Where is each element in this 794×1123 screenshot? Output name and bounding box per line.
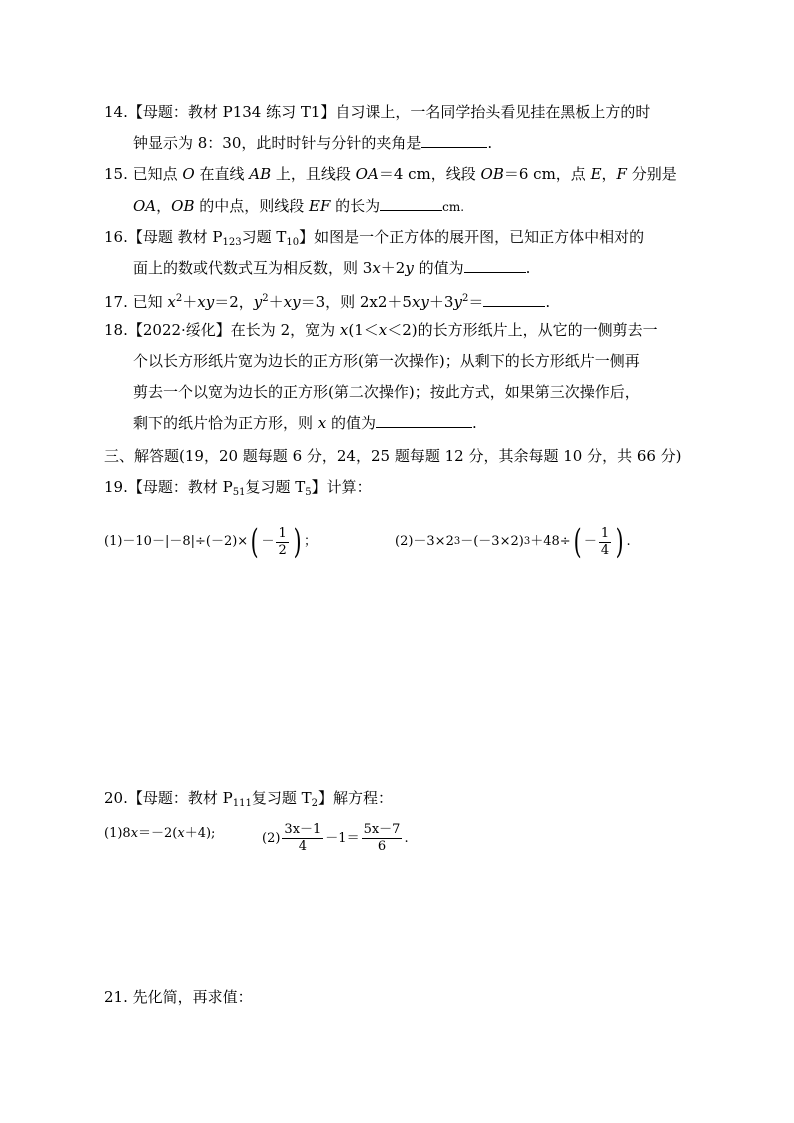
- section-heading: 三、解答题(19，20 题每题 6 分，24，25 题每题 12 分，其余每题 10 分，共 66 分): [104, 447, 682, 465]
- answer-blank: [421, 133, 487, 148]
- fraction: $\frac{1}{4}$: [600, 525, 610, 558]
- left-paren: (: [250, 522, 259, 562]
- q19-title: 19.【母题：教材 $P_{51}$复习题 $T_5$】计算：: [104, 478, 372, 498]
- answer-blank: [376, 413, 472, 428]
- q14-line2: 钟显示为 8：30，此时时针与分针的夹角是 .: [133, 134, 493, 152]
- q18-line4: 剩下的纸片恰为正方形，则 x 的值为 .: [133, 414, 477, 432]
- q15-line2: OA，OB 的中点，则线段 EF 的长为 cm.: [133, 197, 465, 215]
- q20-part2: (2) $\frac{3x-1}{4}$ －1＝ $\frac{5x-7}{6}$ .: [262, 822, 409, 854]
- q14-line1: 14.【母题：教材 P134 练习 T1】自习课上，一名同学抬头看见挂在黑板上方的时: [104, 103, 651, 121]
- fraction: $\frac{1}{2}$: [278, 525, 287, 558]
- answer-blank: [483, 292, 545, 307]
- answer-blank: [464, 258, 526, 273]
- q16-line1: 16.【母题 教材 $P_{123}$习题 $T_{10}$】如图是一个正方体的展开图，已知正方体中相对的: [104, 228, 645, 248]
- q19-part2: (2)－3×2 3 －(－3×2) 3 ＋48÷ ( － $\frac{1}{4}$ ) .: [395, 522, 631, 562]
- fraction: $\frac{3x-1}{4}$: [284, 822, 322, 854]
- q21-line: 21. 先化简，再求值：: [104, 988, 253, 1006]
- answer-blank: [380, 196, 442, 211]
- right-paren: ): [615, 522, 624, 562]
- q19-part1: (1)－10－|－8|÷(－2)× ( － $\frac{1}{2}$ ) ；: [104, 522, 318, 562]
- q16-line2: 面上的数或代数式互为相反数，则 3x＋2y 的值为 .: [133, 259, 531, 277]
- left-paren: (: [573, 522, 582, 562]
- q18-line3: 剪去一个以宽为边长的正方形(第二次操作)；按此方式，如果第三次操作后，: [133, 383, 640, 401]
- q18-line1: 18.【2022·绥化】在长为 2，宽为 x(1＜x＜2)的长方形纸片上，从它的一侧剪去一: [104, 321, 658, 339]
- q18-line2: 个以长方形纸片宽为边长的正方形(第一次操作)；从剩下的长方形纸片一侧再: [133, 352, 640, 370]
- q20-part1: (1)8 x ＝－2( x ＋4);: [104, 826, 216, 841]
- q20-title: 20.【母题：教材 $P_{111}$复习题 $T_2$】解方程：: [104, 789, 393, 809]
- q17-line: 17. 已知 $x^2+xy=2$，$y^2+xy=3$，则 $2x2+5xy+3y^2=$ .: [104, 293, 551, 311]
- q15-line1: 15. 已知点 O 在直线 AB 上，且线段 OA＝4 cm，线段 OB＝6 cm，点 E，F 分别是: [104, 165, 677, 183]
- fraction: $\frac{5x-7}{6}$: [363, 822, 401, 854]
- right-paren: ): [293, 522, 302, 562]
